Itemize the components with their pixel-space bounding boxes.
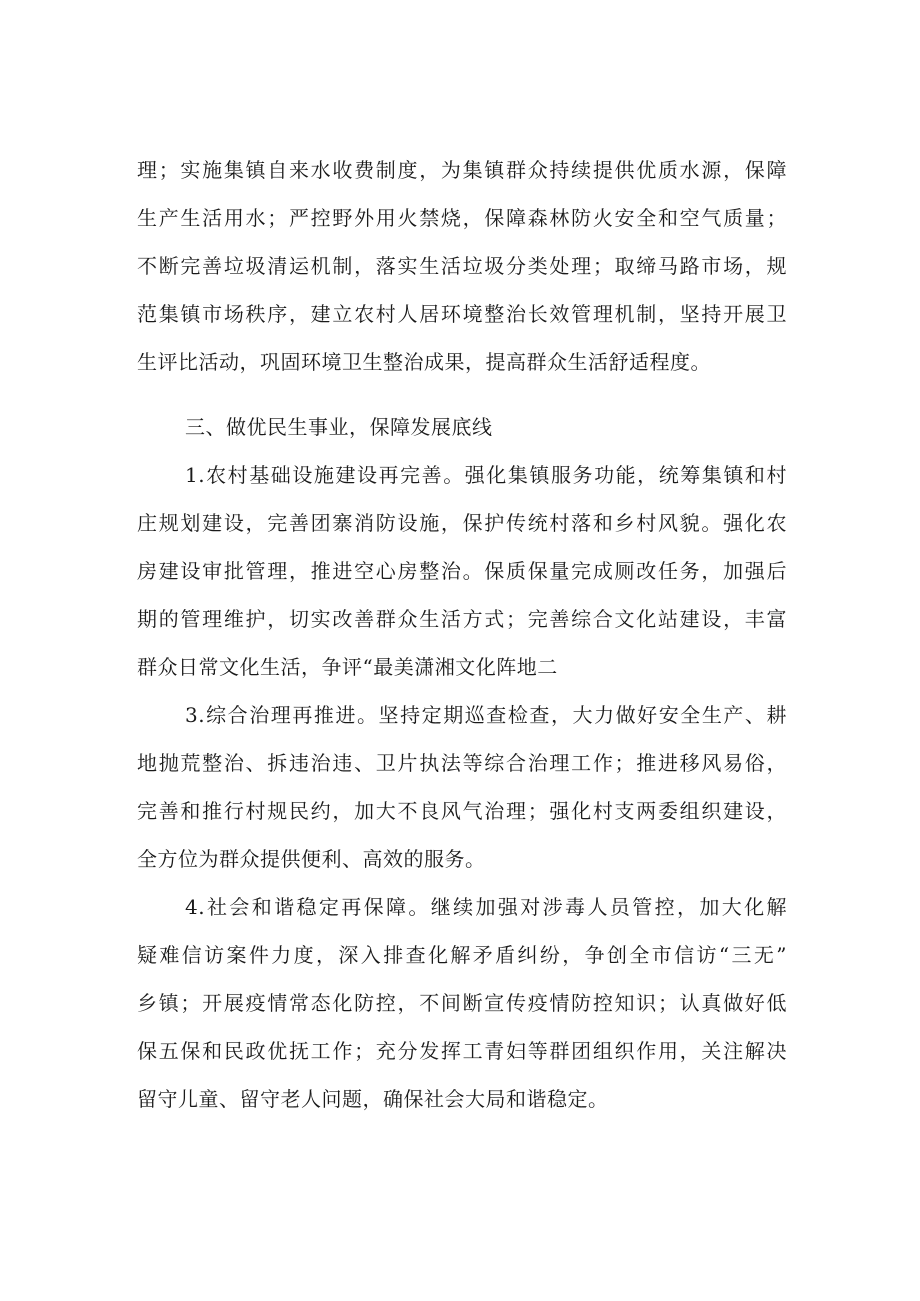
text-line: 疑难信访案件力度，深入排查化解矛盾纠纷，争创全市信访“三无”	[137, 943, 787, 967]
text-line: 生评比活动，巩固环境卫生整治成果，提高群众生活舒适程度。	[137, 350, 711, 374]
text-line: 群众日常文化生活，争评“最美潇湘文化阵地二	[137, 655, 558, 679]
text-line: 期的管理维护，切实改善群众生活方式；完善综合文化站建设，丰富	[137, 607, 787, 631]
text-line: 房建设审批管理，推进空心房整治。保质保量完成厕改任务，加强后	[137, 559, 787, 583]
text-line: 理；实施集镇自来水收费制度，为集镇群众持续提供优质水源，保障	[137, 158, 787, 182]
text-line: 完善和推行村规民约，加大不良风气治理；强化村支两委组织建设，	[137, 799, 787, 823]
text-line: 不断完善垃圾清运机制，落实生活垃圾分类处理；取缔马路市场，规	[137, 254, 787, 278]
text-line: 保五保和民政优抚工作；充分发挥工青妇等群团组织作用，关注解决	[137, 1039, 787, 1063]
text-line: 地抛荒整治、拆违治违、卫片执法等综合治理工作；推进移风易俗，	[137, 751, 787, 775]
text-line: 庄规划建设，完善团寨消防设施，保护传统村落和乡村风貌。强化农	[137, 511, 787, 535]
section-heading: 三、做优民生事业，保障发展底线	[185, 415, 493, 439]
text-line: 3.综合治理再推进。坚持定期巡查检查，大力做好安全生产、耕	[185, 703, 787, 727]
text-line: 生产生活用水；严控野外用火禁烧，保障森林防火安全和空气质量；	[137, 206, 787, 230]
text-line: 留守儿童、留守老人问题，确保社会大局和谐稳定。	[137, 1087, 609, 1111]
text-line: 4.社会和谐稳定再保障。继续加强对涉毒人员管控，加大化解	[185, 895, 787, 919]
text-line: 全方位为群众提供便利、高效的服务。	[137, 847, 486, 871]
text-line: 乡镇；开展疫情常态化防控，不间断宣传疫情防控知识；认真做好低	[137, 991, 787, 1015]
text-line: 范集镇市场秩序，建立农村人居环境整治长效管理机制，坚持开展卫	[137, 302, 787, 326]
text-line: 1.农村基础设施建设再完善。强化集镇服务功能，统筹集镇和村	[185, 463, 787, 487]
